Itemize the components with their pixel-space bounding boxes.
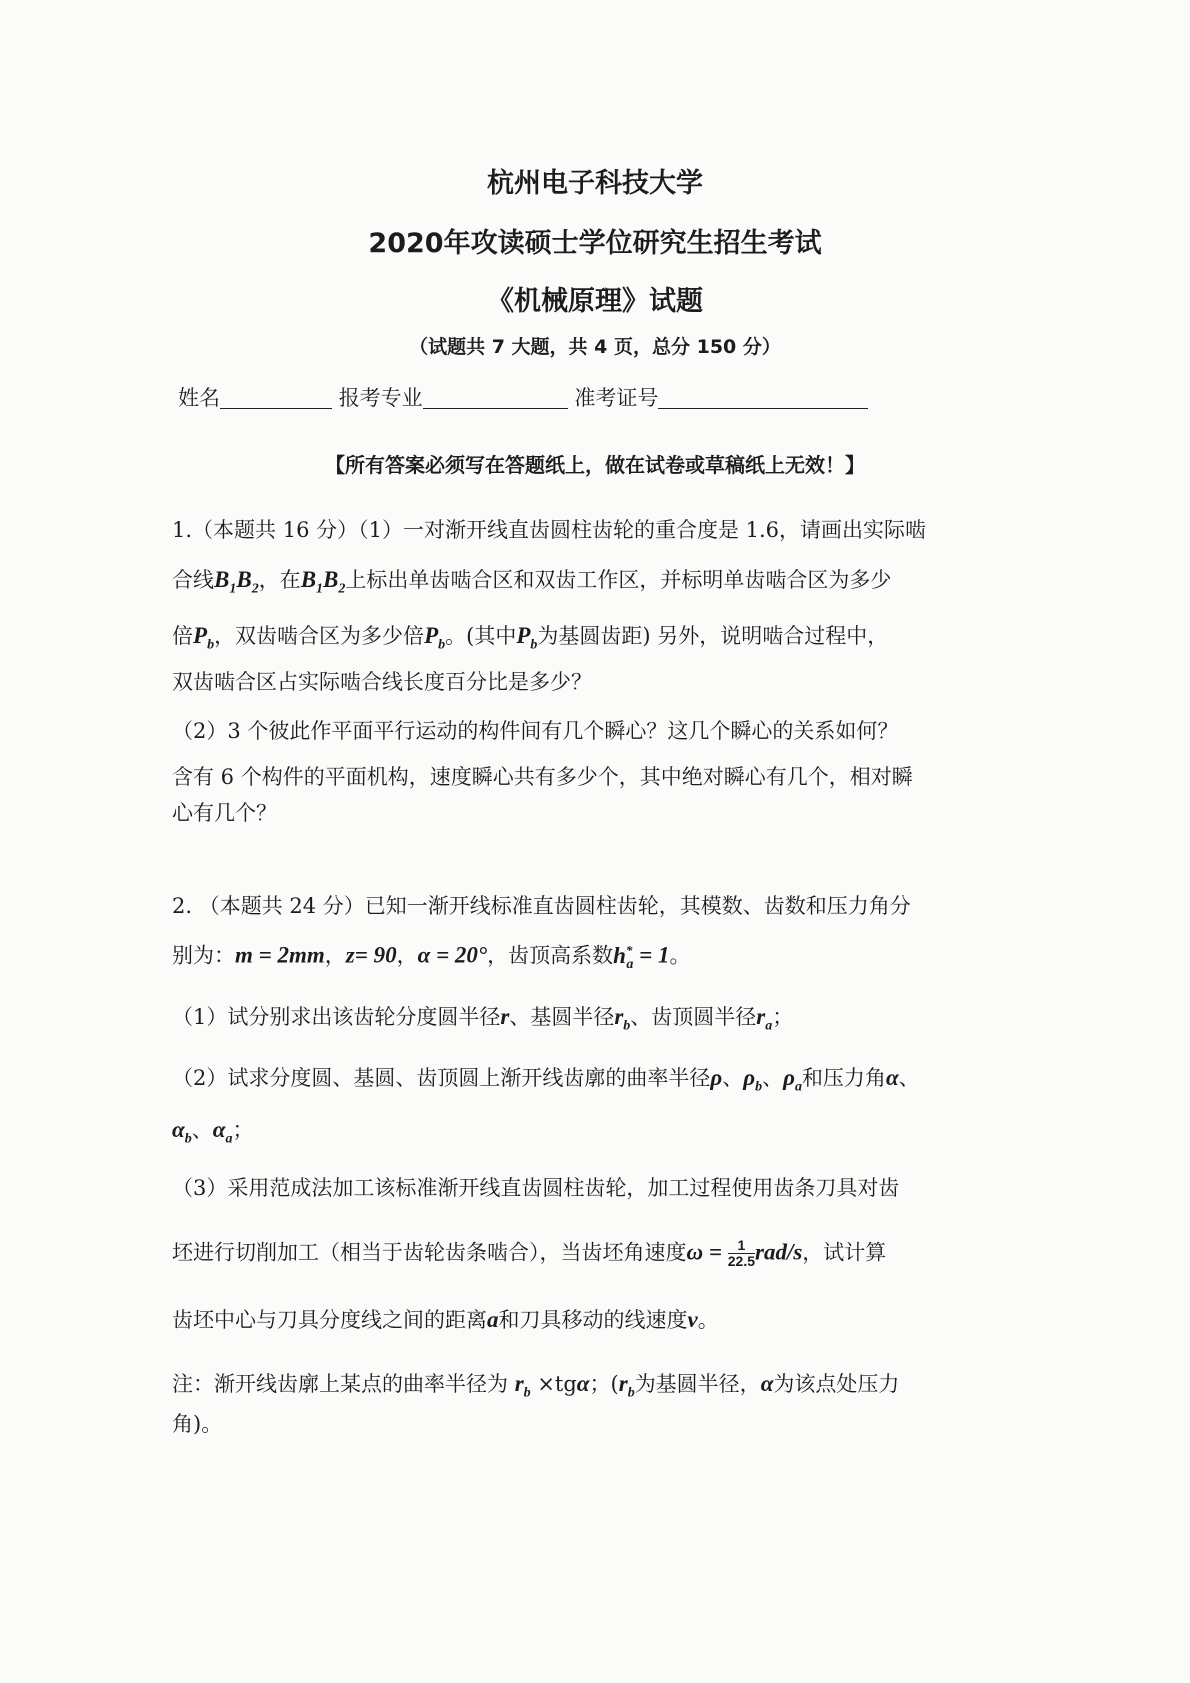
university-title: 杭州电子科技大学 xyxy=(487,168,703,199)
text-segment: ； xyxy=(772,1005,794,1029)
question-line xyxy=(172,1118,253,1147)
math-symbol: α xyxy=(576,1371,590,1396)
major-blank xyxy=(423,388,568,409)
text-segment: 、 xyxy=(722,1066,744,1090)
math-symbol: $r_b$ xyxy=(614,1004,631,1034)
math-symbol: v xyxy=(687,1307,698,1332)
math-symbol: α xyxy=(760,1371,774,1396)
subscript: 1 xyxy=(229,581,237,597)
math-symbol: a xyxy=(487,1307,499,1332)
math-symbol: $\rho_a$ xyxy=(783,1065,802,1095)
question-line xyxy=(172,803,277,824)
major-label: 报考专业 xyxy=(338,386,423,410)
text-segment: ×tg xyxy=(530,1372,577,1396)
exam-info: （试题共 7 大题，共 4 页，总分 150 分） xyxy=(409,336,781,358)
text-segment: ， xyxy=(396,943,418,968)
math-symbol: α xyxy=(885,1065,899,1090)
question-line xyxy=(172,520,926,541)
question-line xyxy=(172,672,592,693)
text-segment: ，双齿啮合区为多少倍 xyxy=(214,624,425,648)
math-symbol: = 1 xyxy=(633,942,670,968)
subscript: b xyxy=(755,1079,763,1095)
text-segment: 为基圆齿距) 另外，说明啮合过程中， xyxy=(537,624,889,648)
candidate-fields xyxy=(178,388,868,409)
subscript: b xyxy=(627,1385,635,1401)
subscript: b xyxy=(523,1385,531,1401)
subscript: a xyxy=(765,1018,773,1034)
question-line xyxy=(172,624,888,653)
name-blank xyxy=(220,388,332,409)
text-segment: 。 xyxy=(669,943,691,968)
math-symbol: ρ xyxy=(710,1065,723,1090)
exam-title: 2020年攻读硕士学位研究生招生考试 xyxy=(368,228,822,259)
text-segment: 、 xyxy=(898,1066,920,1090)
subscript: 1 xyxy=(316,581,324,597)
id-blank xyxy=(658,388,868,409)
text-segment: 角)。 xyxy=(172,1412,223,1436)
text-segment: 和压力角 xyxy=(801,1066,886,1090)
text-segment: 上标出单齿啮合区和双齿工作区，并标明单齿啮合区为多少 xyxy=(345,568,892,592)
subscript: b xyxy=(623,1018,631,1034)
fraction xyxy=(728,1238,755,1270)
math-symbol: ω = xyxy=(686,1239,728,1265)
subscript: a xyxy=(626,957,634,973)
id-label: 准考证号 xyxy=(574,386,659,410)
question-line xyxy=(172,1414,222,1435)
question-line xyxy=(172,767,913,788)
text-segment: ；( xyxy=(589,1372,619,1396)
fraction-numerator: 1 xyxy=(737,1237,746,1253)
text-segment: ，试计算 xyxy=(802,1240,887,1265)
text-segment: （1）试分别求出该齿轮分度圆半径 xyxy=(172,1005,501,1029)
text-segment: 心有几个？ xyxy=(172,801,277,825)
math-symbol: rad/s xyxy=(755,1239,803,1265)
text-segment: 齿坯中心与刀具分度线之间的距离 xyxy=(172,1308,487,1332)
text-segment: （2）试求分度圆、基圆、齿顶圆上渐开线齿廓的曲率半径 xyxy=(172,1066,711,1090)
subscript: b xyxy=(184,1131,192,1147)
text-segment: 1.（本题共 16 分）（1）一对渐开线直齿圆柱齿轮的重合度是 1.6，请画出实际啮 xyxy=(172,518,927,542)
text-segment: ，齿顶高系数 xyxy=(487,943,614,968)
question-line xyxy=(172,568,891,597)
text-segment: 含有 6 个构件的平面机构，速度瞬心共有多少个，其中绝对瞬心有几个，相对瞬 xyxy=(172,765,913,789)
text-segment: （2）3 个彼此作平面平行运动的构件间有几个瞬心？这几个瞬心的关系如何？ xyxy=(172,719,899,743)
question-line xyxy=(172,1308,719,1331)
subject-title: 《机械原理》试题 xyxy=(487,286,703,317)
text-segment: 、齿顶圆半径 xyxy=(630,1005,757,1029)
text-segment: 、 xyxy=(191,1118,213,1142)
text-segment: 、 xyxy=(762,1066,784,1090)
text-segment: 为基圆半径， xyxy=(634,1372,761,1396)
question-line xyxy=(172,1005,793,1034)
math-symbol: $P_b$ xyxy=(516,623,538,653)
math-symbol: $r_a$ xyxy=(756,1004,773,1034)
text-segment: 双齿啮合区占实际啮合线长度百分比是多少？ xyxy=(172,670,592,694)
question-line xyxy=(172,1066,920,1095)
math-symbol: $P_b$ xyxy=(424,623,446,653)
text-segment: ，在 xyxy=(258,568,301,592)
subscript: b xyxy=(438,637,446,653)
text-segment: 倍 xyxy=(172,624,193,648)
math-symbol: α = 20° xyxy=(417,942,488,968)
text-segment: ， xyxy=(324,943,346,968)
text-segment: 别为： xyxy=(172,943,235,968)
question-line xyxy=(172,721,898,742)
superscript: * xyxy=(625,942,633,957)
math-symbol: $B_1$ xyxy=(300,567,324,597)
subscript: a xyxy=(794,1079,802,1095)
text-segment: 、基圆半径 xyxy=(509,1005,615,1029)
subscript: 2 xyxy=(251,581,259,597)
text-segment: 注：渐开线齿廓上某点的曲率半径为 xyxy=(172,1372,515,1396)
subscript: 2 xyxy=(338,581,346,597)
text-segment: 。(其中 xyxy=(445,624,517,648)
question-line xyxy=(172,896,911,917)
math-symbol: $\rho_b$ xyxy=(743,1065,763,1095)
subscript: b xyxy=(530,637,538,653)
fraction-denominator: 22.5 xyxy=(727,1253,755,1270)
math-symbol: $r_b$ xyxy=(618,1371,635,1401)
math-symbol: $B_2$ xyxy=(236,567,259,597)
text-segment: 合线 xyxy=(172,568,214,592)
text-segment: 坯进行切削加工（相当于齿轮齿条啮合），当齿坯角速度 xyxy=(172,1240,687,1265)
text-segment: 为该点处压力 xyxy=(773,1372,900,1396)
text-segment: 和刀具移动的线速度 xyxy=(498,1308,688,1332)
math-symbol: $\alpha_a$ xyxy=(212,1117,233,1147)
subscript: a xyxy=(225,1131,233,1147)
math-symbol: $h^*_a$ xyxy=(613,942,634,973)
text-segment: 2. （本题共 24 分）已知一渐开线标准直齿圆柱齿轮，其模数、齿数和压力角分 xyxy=(172,894,911,918)
math-symbol: $B_2$ xyxy=(323,567,346,597)
text-segment: 。 xyxy=(697,1308,719,1332)
math-symbol: $\alpha_b$ xyxy=(172,1117,192,1147)
question-line xyxy=(172,943,691,972)
subscript: b xyxy=(207,637,215,653)
math-symbol: $P_b$ xyxy=(193,623,215,653)
notice: 【所有答案必须写在答题纸上，做在试卷或草稿纸上无效！】 xyxy=(325,453,865,477)
math-symbol: m = 2mm xyxy=(235,942,325,968)
name-label: 姓名 xyxy=(178,386,220,410)
math-symbol: $B_1$ xyxy=(214,567,237,597)
text-segment: ； xyxy=(232,1118,254,1142)
question-line xyxy=(172,1178,899,1199)
question-line xyxy=(172,1372,899,1401)
math-symbol: r xyxy=(500,1004,510,1029)
question-line xyxy=(172,1238,886,1270)
math-symbol: $r_b$ xyxy=(514,1371,531,1401)
math-symbol: z= 90 xyxy=(345,942,397,968)
text-segment: （3）采用范成法加工该标准渐开线直齿圆柱齿轮，加工过程使用齿条刀具对齿 xyxy=(172,1176,900,1200)
